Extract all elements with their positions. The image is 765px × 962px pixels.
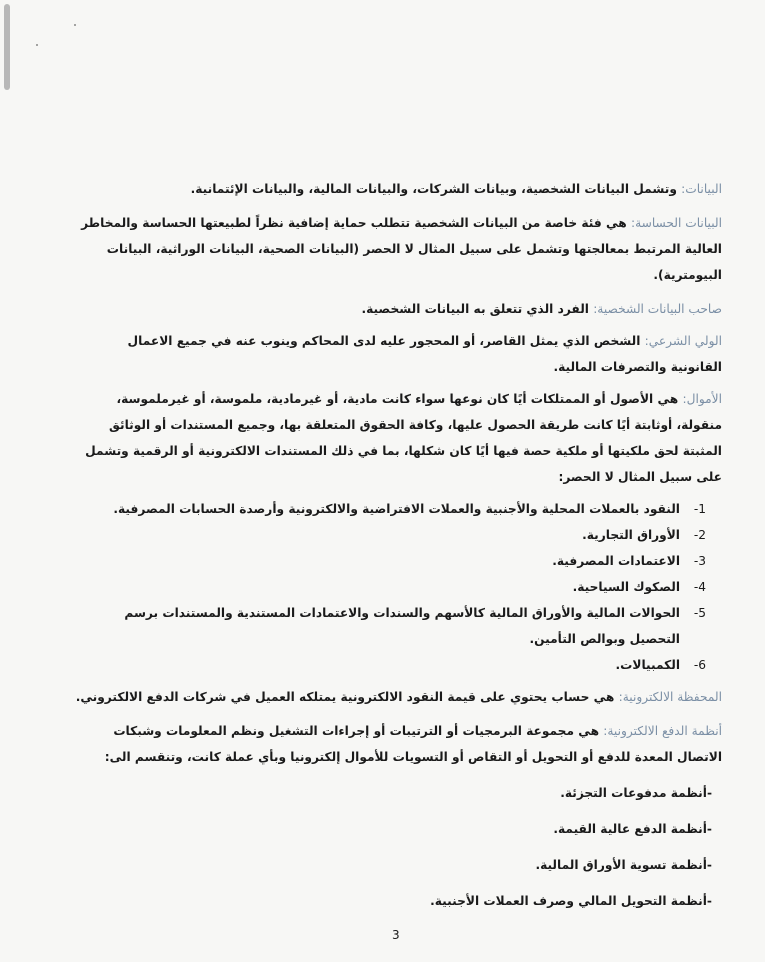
list-text: الصكوك السياحية. [572,580,680,594]
definition-text: الشخص الذي يمثل القاصر، أو المحجور عليه لدى المحاكم وينوب عنه في جميع الاعمال القانونية والتصرفات المالية. [127,334,722,374]
list-item [74,652,722,678]
list-number: 2- [693,528,706,542]
list-text: الكمبيالات. [615,658,680,672]
payment-system-item: -أنظمة التحويل المالي وصرف العملات الأجنبية. [430,894,712,908]
term-data: البيانات: [681,182,722,196]
list-item [74,548,722,574]
scan-speck [74,24,76,26]
definition-payment-systems [74,718,722,770]
list-text: الأوراق التجارية. [582,528,680,542]
term-assets: الأموال: [682,392,722,406]
definition-text: هي حساب يحتوي على قيمة النقود الالكترونية يمتلكه العميل في شركات الدفع الالكتروني. [75,690,619,704]
list-text: الاعتمادات المصرفية. [552,554,680,568]
list-item [74,574,722,600]
payment-system-item: -أنظمة تسوية الأوراق المالية. [535,858,712,872]
scan-speck [36,44,38,46]
term-payment-systems: أنظمة الدفع الالكترونية: [603,724,722,738]
page-number: 3 [392,928,400,942]
document-page [74,176,722,914]
payment-system-item: -أنظمة مدفوعات التجزئة. [560,786,712,800]
definition-text: هي مجموعة البرمجيات أو الترتيبات أو إجراءات التشغيل ونظم المعلومات وشبكات الاتصال المعدة للدفع أو التحويل أو التقاص أو التسويات للأموال إلكترونيا وبأي عملة كانت، وتنقسم الى: [104,724,722,764]
list-item [74,522,722,548]
definition-text: وتشمل البيانات الشخصية، وبيانات الشركات، والبيانات المالية، والبيانات الإئتمانية. [190,182,682,196]
list-text: النقود بالعملات المحلية والأجنبية والعملات الافتراضية والالكترونية وأرصدة الحسابات المصرفية. [113,502,680,516]
term-sensitive: البيانات الحساسة: [630,216,722,230]
scrollbar-thumb[interactable] [4,4,10,90]
definition-owner [74,296,722,322]
list-number: 4- [693,580,706,594]
payment-system-item: -أنظمة الدفع عالية القيمة. [553,822,712,836]
term-guardian: الولي الشرعي: [644,334,722,348]
list-number: 5- [693,606,706,620]
scrollbar[interactable] [2,0,12,962]
definition-text: هي فئة خاصة من البيانات الشخصية تتطلب حماية إضافية نظراً لطبيعتها الحساسة والمخاطر العالية المرتبط بمعالجتها وتشمل على سبيل المثال لا الحصر (البيانات الصحية، البيانات الوراثية، البيانات البيومترية). [81,216,722,282]
assets-list [74,496,722,678]
definition-guardian [74,328,722,380]
list-item [74,600,722,652]
list-number: 6- [693,658,706,672]
term-wallet: المحفظة الالكترونية: [618,690,722,704]
list-number: 3- [693,554,706,568]
list-item [74,496,722,522]
definition-data [74,176,722,202]
definition-sensitive [74,210,722,288]
definition-text: هي الأصول أو الممتلكات أيًا كان نوعها سواء كانت مادية، أو غيرمادية، ملموسة، أو غيرملموسة، منقولة، أوثابتة أيًا كانت طريقة الحصول عليها، وكافة الحقوق المتعلقة بها، وجميع المستندات أو الوثائق المثبتة لحق ملكيتها أو ملكية حصة فيها أيًا كان شكلها، بما في ذلك المستندات الالكترونية أو الرقمية وتشمل على سبيل المثال لا الحصر: [85,392,722,484]
list-text: الحوالات المالية والأوراق المالية كالأسهم والسندات والاعتمادات المستندية والمستندات برسم التحصيل وبوالص التأمين. [124,606,680,646]
definition-assets [74,386,722,490]
term-owner: صاحب البيانات الشخصية: [593,302,722,316]
list-number: 1- [693,502,706,516]
definition-wallet [74,684,722,710]
definition-text: الفرد الذي تتعلق به البيانات الشخصية. [361,302,594,316]
